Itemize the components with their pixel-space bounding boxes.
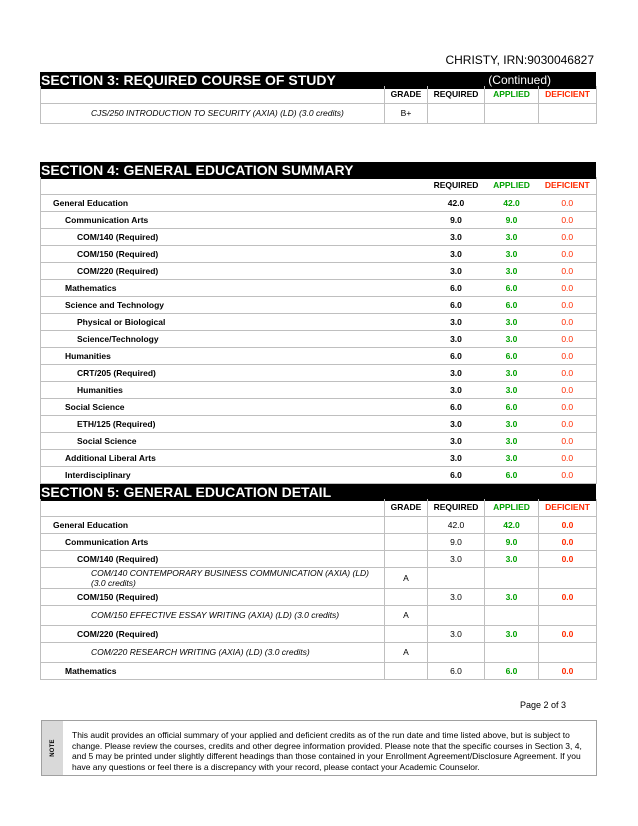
deficient-value: 0.0	[539, 228, 597, 245]
table-row	[41, 398, 597, 415]
table-row	[41, 313, 597, 330]
header-required: REQUIRED	[428, 499, 485, 516]
required-value: 3.0	[428, 330, 485, 347]
header-deficient: DEFICIENT	[539, 86, 597, 103]
required-value: 6.0	[428, 296, 485, 313]
grade-value: A	[385, 567, 428, 588]
deficient-value: 0.0	[539, 625, 597, 642]
section5-header-row	[41, 499, 597, 516]
row-label: COM/140 (Required)	[41, 228, 428, 245]
table-row	[41, 533, 597, 550]
applied-value: 6.0	[485, 347, 539, 364]
applied-value: 3.0	[485, 313, 539, 330]
grade-value: A	[385, 605, 428, 625]
table-row	[41, 662, 597, 679]
deficient-value: 0.0	[539, 245, 597, 262]
row-label: Communication Arts	[41, 211, 428, 228]
applied-value: 3.0	[485, 550, 539, 567]
required-value: 3.0	[428, 432, 485, 449]
course-name: CJS/250 INTRODUCTION TO SECURITY (AXIA) (LD) (3.0 credits)	[41, 103, 385, 123]
section3-continued: (Continued)	[488, 73, 551, 87]
applied-value: 6.0	[485, 662, 539, 679]
required-value: 3.0	[428, 262, 485, 279]
applied-value: 3.0	[485, 432, 539, 449]
row-label: General Education	[41, 516, 385, 533]
applied-value: 9.0	[485, 211, 539, 228]
required-value: 6.0	[428, 466, 485, 483]
grade-value: A	[385, 642, 428, 662]
applied-value: 3.0	[485, 449, 539, 466]
row-label: COM/220 (Required)	[41, 625, 385, 642]
deficient-value: 0.0	[539, 330, 597, 347]
table-row	[41, 347, 597, 364]
table-row	[41, 228, 597, 245]
table-row	[41, 330, 597, 347]
row-label: COM/140 (Required)	[41, 550, 385, 567]
required-value: 3.0	[428, 588, 485, 605]
table-row	[41, 550, 597, 567]
required-value: 3.0	[428, 550, 485, 567]
deficient-value: 0.0	[539, 262, 597, 279]
section4-title: SECTION 4: GENERAL EDUCATION SUMMARY	[41, 162, 354, 178]
section3-header-row	[41, 86, 597, 103]
applied-value: 9.0	[485, 533, 539, 550]
deficient-value: 0.0	[539, 415, 597, 432]
note-tab-label: NOTE	[49, 739, 56, 757]
required-value: 6.0	[428, 662, 485, 679]
grade-value	[385, 533, 428, 550]
row-label: Science/Technology	[41, 330, 428, 347]
required-value: 3.0	[428, 364, 485, 381]
required-value: 42.0	[428, 194, 485, 211]
deficient-value: 0.0	[539, 194, 597, 211]
table-row	[41, 516, 597, 533]
deficient-value: 0.0	[539, 449, 597, 466]
required-value: 6.0	[428, 347, 485, 364]
table-row	[41, 262, 597, 279]
row-label: ETH/125 (Required)	[41, 415, 428, 432]
grade-value	[385, 662, 428, 679]
row-label: Social Science	[41, 432, 428, 449]
deficient-value: 0.0	[539, 398, 597, 415]
deficient-value: 0.0	[539, 432, 597, 449]
header-deficient: DEFICIENT	[539, 177, 597, 194]
applied-value: 42.0	[485, 516, 539, 533]
applied-value: 3.0	[485, 262, 539, 279]
row-label: Additional Liberal Arts	[41, 449, 428, 466]
table-row	[41, 588, 597, 605]
applied-value: 3.0	[485, 381, 539, 398]
section4-header-row	[41, 177, 597, 194]
grade-value	[385, 625, 428, 642]
applied-value: 6.0	[485, 279, 539, 296]
header-required: REQUIRED	[428, 86, 485, 103]
row-label: Interdisciplinary	[41, 466, 428, 483]
note-text: This audit provides an official summary of your applied and deficient credits as of the run date and time listed above, but is subject to change. Please review the courses, credits and other degree information provided. Please note that the specific courses in Section 3, 4, and 5 may be printed under slightly different headings than those contained in your Enrollment Agreement/Disclosure Agreement. If you have any questions or feel there is a discrepancy with your record, please contact your Academic Counselor.	[72, 730, 582, 772]
applied-value: 3.0	[485, 245, 539, 262]
deficient-value: 0.0	[539, 588, 597, 605]
table-row	[41, 625, 597, 642]
table-row	[41, 642, 597, 662]
course-name: COM/150 EFFECTIVE ESSAY WRITING (AXIA) (LD) (3.0 credits)	[41, 605, 385, 625]
required-value: 3.0	[428, 625, 485, 642]
deficient-value: 0.0	[539, 296, 597, 313]
applied-value: 3.0	[485, 625, 539, 642]
row-label: Social Science	[41, 398, 428, 415]
section5-table	[40, 499, 597, 680]
table-row	[41, 245, 597, 262]
header-required: REQUIRED	[428, 177, 485, 194]
applied-value: 6.0	[485, 466, 539, 483]
table-row	[41, 415, 597, 432]
deficient-value: 0.0	[539, 279, 597, 296]
deficient-value: 0.0	[539, 211, 597, 228]
section3-table	[40, 86, 597, 124]
header-grade: GRADE	[385, 86, 428, 103]
table-row	[41, 194, 597, 211]
row-label: COM/220 (Required)	[41, 262, 428, 279]
section3-title: SECTION 3: REQUIRED COURSE OF STUDY	[41, 72, 336, 88]
course-name: COM/140 CONTEMPORARY BUSINESS COMMUNICATION (AXIA) (LD) (3.0 credits)	[41, 567, 385, 588]
row-label: COM/150 (Required)	[41, 245, 428, 262]
table-row	[41, 605, 597, 625]
table-row	[41, 449, 597, 466]
applied-value: 42.0	[485, 194, 539, 211]
required-value: 3.0	[428, 449, 485, 466]
required-value: 3.0	[428, 313, 485, 330]
deficient-value: 0.0	[539, 466, 597, 483]
table-row	[41, 296, 597, 313]
required-value: 42.0	[428, 516, 485, 533]
required-value: 3.0	[428, 415, 485, 432]
required-value: 9.0	[428, 211, 485, 228]
applied-value: 6.0	[485, 296, 539, 313]
deficient-value: 0.0	[539, 516, 597, 533]
row-label: Physical or Biological	[41, 313, 428, 330]
section4-table	[40, 177, 597, 484]
row-label: Mathematics	[41, 662, 385, 679]
grade-value	[385, 550, 428, 567]
section5-title: SECTION 5: GENERAL EDUCATION DETAIL	[41, 484, 332, 500]
deficient-value: 0.0	[539, 313, 597, 330]
table-row	[41, 567, 597, 588]
grade-value	[385, 588, 428, 605]
row-label: Science and Technology	[41, 296, 428, 313]
course-name: COM/220 RESEARCH WRITING (AXIA) (LD) (3.0 credits)	[41, 642, 385, 662]
deficient-value: 0.0	[539, 364, 597, 381]
deficient-value: 0.0	[539, 381, 597, 398]
row-label: COM/150 (Required)	[41, 588, 385, 605]
note-tab	[42, 721, 63, 775]
required-value: 3.0	[428, 228, 485, 245]
applied-value: 3.0	[485, 415, 539, 432]
row-label: Mathematics	[41, 279, 428, 296]
table-row	[41, 211, 597, 228]
header-applied: APPLIED	[485, 86, 539, 103]
grade-value: B+	[385, 103, 428, 123]
row-label: Humanities	[41, 347, 428, 364]
table-row	[41, 466, 597, 483]
row-label: General Education	[41, 194, 428, 211]
required-value: 9.0	[428, 533, 485, 550]
applied-value: 6.0	[485, 398, 539, 415]
table-row	[41, 103, 597, 123]
applied-value: 3.0	[485, 228, 539, 245]
row-label: CRT/205 (Required)	[41, 364, 428, 381]
table-row	[41, 279, 597, 296]
deficient-value: 0.0	[539, 533, 597, 550]
note-box	[41, 720, 597, 776]
required-value: 3.0	[428, 381, 485, 398]
page-number: Page 2 of 3	[519, 700, 566, 710]
deficient-value: 0.0	[539, 662, 597, 679]
deficient-value: 0.0	[539, 550, 597, 567]
table-row	[41, 381, 597, 398]
table-row	[41, 364, 597, 381]
applied-value: 3.0	[485, 588, 539, 605]
header-grade: GRADE	[385, 499, 428, 516]
applied-value: 3.0	[485, 330, 539, 347]
row-label: Humanities	[41, 381, 428, 398]
deficient-value: 0.0	[539, 347, 597, 364]
required-value: 6.0	[428, 398, 485, 415]
header-applied: APPLIED	[485, 499, 539, 516]
table-row	[41, 432, 597, 449]
required-value: 3.0	[428, 245, 485, 262]
required-value: 6.0	[428, 279, 485, 296]
header-deficient: DEFICIENT	[539, 499, 597, 516]
student-name-irn: CHRISTY, IRN:9030046827	[445, 53, 594, 67]
header-applied: APPLIED	[485, 177, 539, 194]
row-label: Communication Arts	[41, 533, 385, 550]
grade-value	[385, 516, 428, 533]
applied-value: 3.0	[485, 364, 539, 381]
